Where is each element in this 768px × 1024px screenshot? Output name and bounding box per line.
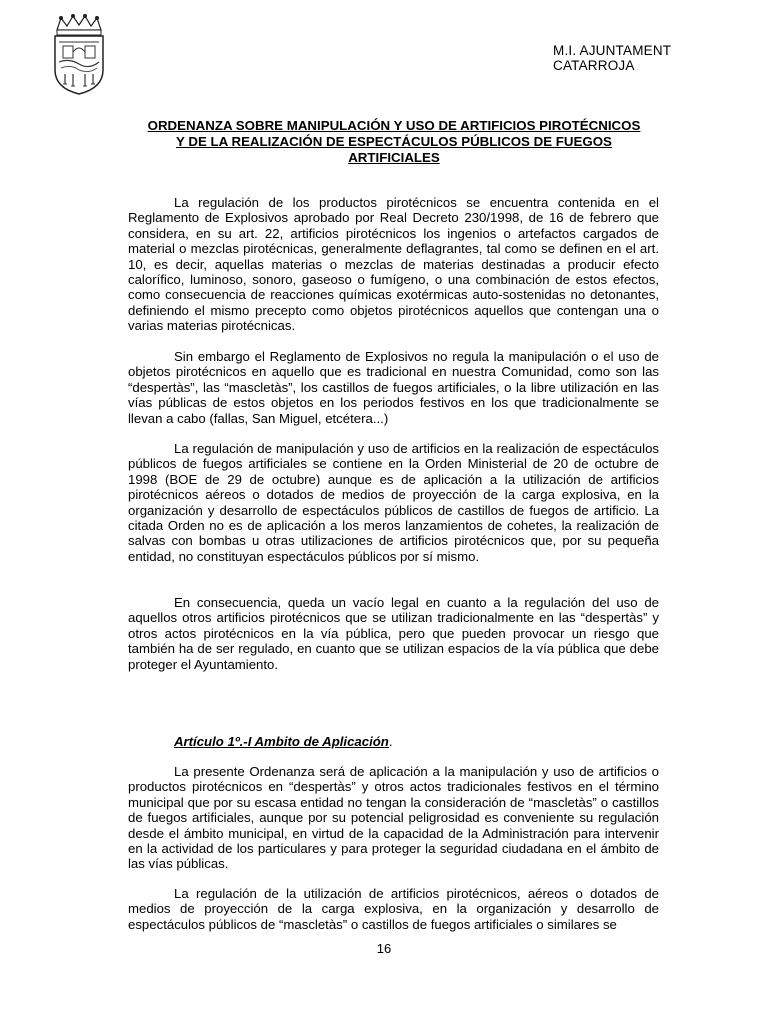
intro-paragraph-3: La regulación de manipulación y uso de artificios en la realización de espectáculos públicos de fuegos artificiales se contiene en la Orden Ministerial de 20 de octubre de 1998 (BOE de 29 de octubre) aunque es de aplicación a la utilización de artificios pirotécnicos aéreos o dotados de medios de proyección de la carga explosiva, en la organización y desarrollo de espectáculos públicos de castillos de fuegos de artificio. La citada Orden no es de aplicación a los meros lanzamientos de cohetes, la realización de salvas con bombas u otras utilizaciones de artificios pirotécnicos que, por su pequeña entidad, no constituyan espectáculos públicos por sí mismo. bbox=[128, 441, 659, 564]
organization-name bbox=[553, 43, 671, 73]
article-1-heading-period: . bbox=[388, 734, 393, 749]
title-line-3: ARTIFICIALES bbox=[348, 150, 440, 165]
organization-line-1: M.I. AJUNTAMENT bbox=[553, 43, 672, 58]
intro-paragraph-4: En consecuencia, queda un vacío legal en cuanto a la regulación del uso de aquellos otros artificios pirotécnicos que se utilizan tradicionalmente en las “despertàs” y otros actos pirotécnicos en la vía pública, pero que pueden provocar un riesgo que también ha de ser regulado, en cuanto que se utilizan espacios de la vía pública que debe proteger el Ayuntamiento. bbox=[128, 595, 659, 672]
article-1-heading-text: Artículo 1º.-I Ambito de Aplicación bbox=[174, 734, 389, 749]
organization-line-2: CATARROJA bbox=[553, 58, 635, 73]
article-1-paragraph-2: La regulación de la utilización de artificios pirotécnicos, aéreos o dotados de medios de proyección de la carga explosiva, en la organización y desarrollo de espectáculos públicos de “mascletàs” o castillos de fuegos artificiales o similares se bbox=[128, 886, 659, 932]
municipal-coat-of-arms-icon bbox=[47, 12, 111, 96]
article-1-heading bbox=[174, 734, 393, 749]
document-title bbox=[128, 118, 660, 166]
article-1-paragraph-1: La presente Ordenanza será de aplicación a la manipulación y uso de artificios o productos pirotécnicos en “despertàs” y otros actos tradicionales festivos en el término municipal que por su escasa entidad no tengan la consideración de “mascletàs” o castillos de fuegos artificiales, aunque por su potencial peligrosidad es conveniente su regulación desde el ámbito municipal, en virtud de la capacidad de la Administración para intervenir en la actividad de los particulares y para proteger la seguridad ciudadana en el ámbito de las vías públicas. bbox=[128, 764, 659, 872]
intro-paragraph-1: La regulación de los productos pirotécnicos se encuentra contenida en el Reglamento de Explosivos aprobado por Real Decreto 230/1998, de 16 de febrero que considera, en su art. 22, artificios pirotécnicos los ingenios o artefactos cargados de material o mezclas pirotécnicas, generalmente deflagrantes, tal como se definen en el art. 10, es decir, aquellas materias o mezclas de materias destinadas a producir efecto calorífico, luminoso, sonoro, gaseoso o fumígeno, o una combinación de estos efectos, como consecuencia de reacciones químicas exotérmicas auto-sostenidas no detonantes, definiendo el mismo precepto como objetos pirotécnicos aquellos que contengan una o varias materias pirotécnicas. bbox=[128, 195, 659, 334]
title-line-1: ORDENANZA SOBRE MANIPULACIÓN Y USO DE ARTIFICIOS PIROTÉCNICOS bbox=[147, 118, 641, 133]
title-line-2: Y DE LA REALIZACIÓN DE ESPECTÁCULOS PÚBLICOS DE FUEGOS bbox=[176, 134, 612, 149]
page-number: 16 bbox=[376, 941, 392, 956]
intro-paragraph-2: Sin embargo el Reglamento de Explosivos no regula la manipulación o el uso de objetos pirotécnicos en aquello que es tradicional en nuestra Comunidad, como son las “despertàs”, las “mascletàs”, los castillos de fuegos artificiales, o la libre utilización en las vías públicas de estos objetos en los periodos festivos en los que tradicionalmente se llevan a cabo (fallas, San Miguel, etcétera...) bbox=[128, 349, 659, 426]
